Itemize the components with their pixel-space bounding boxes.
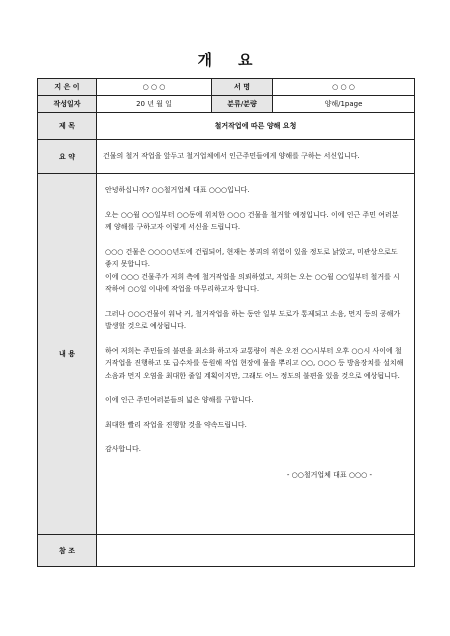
reference-row: [38, 535, 415, 567]
subject-value[interactable]: 철거작업에 따른 양해 요청: [97, 113, 415, 140]
subject-label: 제 목: [38, 113, 97, 140]
content-row: [38, 174, 415, 535]
author-value[interactable]: ○ ○ ○: [97, 79, 212, 96]
document-title: [0, 49, 450, 70]
summary-row: [38, 140, 415, 174]
title-char-1: 개: [197, 51, 212, 69]
content-paragraph: 최대한 빨리 작업을 진행할 것을 약속드립니다.: [105, 420, 247, 429]
signature-value[interactable]: ○ ○ ○: [273, 79, 415, 96]
category-label: 분류/분량: [212, 96, 273, 113]
content-label: 내 용: [38, 174, 97, 535]
date-row: [38, 96, 415, 113]
signature-label: 서 명: [212, 79, 273, 96]
author-row: [38, 79, 415, 96]
date-value[interactable]: 20 년 월 일: [97, 96, 212, 113]
content-paragraph: ○○○ 건물은 ○○○○년도에 건립되어, 현재는 붕괴의 위험이 있을 정도로 낡았고, 미관상으로도 좋지 못합니다. 이에 ○○○ 건물주가 저희 측에 철거작업을 의뢰하였고, 저희는 오는 ○○월 ○○일부터 철거를 시작하여 ○○일 이내에 작업을 마무리하고자 합니다.: [105, 247, 400, 293]
content-paragraph: 오는 ○○월 ○○일부터 ○○동에 위치한 ○○○ 건물을 철거할 예정입니다. 이에 인근 주민 여러분께 양해를 구하고자 이렇게 서신을 드립니다.: [105, 210, 399, 231]
content-paragraph: 안녕하십니까? ○○철거업체 대표 ○○○입니다.: [105, 186, 250, 194]
subject-row: [38, 113, 415, 140]
summary-value[interactable]: 건물의 철거 작업을 앞두고 철거업체에서 인근주민들에게 양해를 구하는 서신입니다.: [97, 140, 415, 174]
title-char-2: 요: [238, 51, 253, 69]
content-paragraph: 하여 저희는 주민들의 불편을 최소화 하고자 교통량이 적은 오전 ○○시부터 오후 ○○시 사이에 철거작업을 진행하고 또 급수차를 동원해 작업 현장에 물을 뿌리고 ○○, ○○○ 등 방음장치를 설치해 소음과 먼지 오염을 최대한 줄일 계획이지만, 그래도 어느 정도의 불편을 있을 것으로 예상됩니다.: [105, 346, 404, 380]
content-paragraph: 이에 인근 주민여러분들의 넓은 양해를 구합니다.: [105, 396, 254, 404]
date-label: 작성일자: [38, 96, 97, 113]
reference-value[interactable]: [97, 535, 415, 567]
content-paragraph: 그러나 ○○○건물이 워낙 커, 철거작업을 하는 동안 일부 도로가 통제되고 소음, 먼지 등의 공해가 발생할 것으로 예상됩니다.: [105, 309, 401, 330]
reference-label: 참 조: [38, 535, 97, 567]
summary-form-table: [37, 78, 415, 567]
category-value[interactable]: 양해/1page: [273, 96, 415, 113]
summary-label: 요 약: [38, 140, 97, 174]
content-paragraph: 감사합니다.: [105, 445, 142, 453]
content-sign: - ○○철거업체 대표 ○○○ -: [286, 470, 372, 479]
content-body[interactable]: [97, 174, 415, 535]
author-label: 지 은 이: [38, 79, 97, 96]
